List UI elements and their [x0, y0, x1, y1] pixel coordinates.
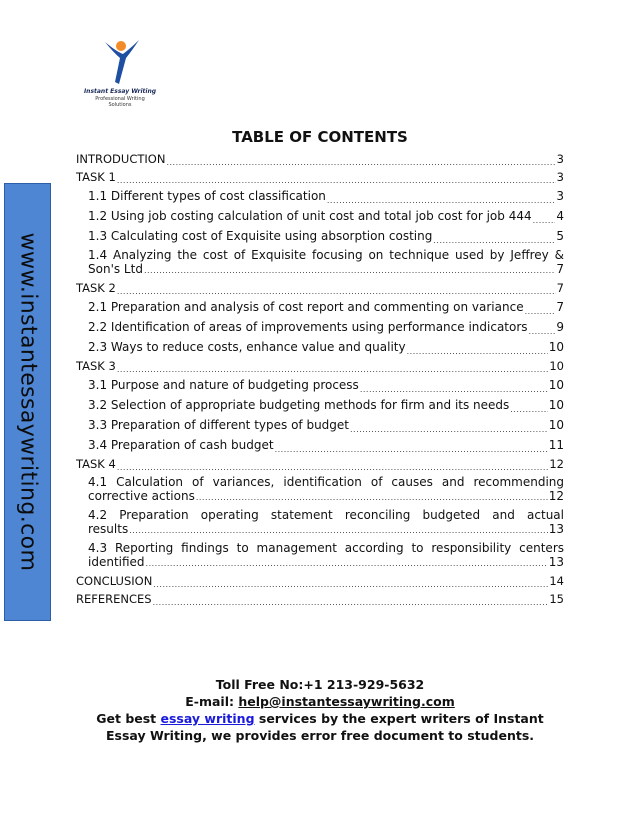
toc-entry-task-3[interactable]: TASK 3 ..... 10 [76, 357, 564, 375]
toc-entry-3-4[interactable]: 3.4 Preparation of cash budget ..... 11 [76, 435, 564, 455]
toc-entry-3-1[interactable]: 3.1 Purpose and nature of budgeting process ..... 10 [76, 375, 564, 395]
toll-free-number: Toll Free No:+1 213-929-5632 [215, 677, 425, 692]
toc-entry-2-2[interactable]: 2.2 Identification of areas of improvements using performance indicators ..... 9 [76, 317, 564, 337]
toc-entry-task-1[interactable]: TASK 1 ..... 3 [76, 168, 564, 186]
toc-entry-4-1[interactable]: 4.1 Calculation of variances, identification of causes and recommending corrective actions ..... 12 [76, 473, 564, 506]
logo [80, 38, 160, 112]
toc-entry-4-3[interactable]: 4.3 Reporting findings to management according to responsibility centers identified ..... 13 [76, 539, 564, 572]
toc-entry-introduction[interactable]: INTRODUCTION ..... 3 [76, 150, 564, 168]
toc-entry-task-2[interactable]: TASK 2 ..... 7 [76, 279, 564, 297]
toc-entry-task-4[interactable]: TASK 4 ..... 12 [76, 455, 564, 473]
promo-line: Get best essay writing services by the expert writers of Instant [96, 711, 544, 726]
toc-entry-2-3[interactable]: 2.3 Ways to reduce costs, enhance value and quality ..... 10 [76, 337, 564, 357]
toc-entry-2-1[interactable]: 2.1 Preparation and analysis of cost report and commenting on variance ..... 7 [76, 297, 564, 317]
website-url[interactable]: www.instantessaywriting.com [15, 232, 40, 572]
toc-entry-references[interactable]: REFERENCES ..... 15 [76, 590, 564, 608]
email-link[interactable]: help@instantessaywriting.com [238, 694, 455, 709]
toc-entry-1-4[interactable]: 1.4 Analyzing the cost of Exquisite focusing on technique used by Jeffrey & Son's Ltd ..... 7 [76, 246, 564, 279]
footer [60, 676, 580, 744]
toc-entry-3-2[interactable]: 3.2 Selection of appropriate budgeting methods for firm and its needs ..... 10 [76, 395, 564, 415]
toc-entry-1-1[interactable]: 1.1 Different types of cost classification ..... 3 [76, 186, 564, 206]
email-line: E-mail: help@instantessaywriting.com [185, 694, 455, 709]
essay-writing-link[interactable]: essay writing [160, 711, 255, 726]
logo-name: Instant Essay Writing [83, 88, 157, 95]
toc-entry-4-2[interactable]: 4.2 Preparation operating statement reconciling budgeted and actual results ..... 13 [76, 506, 564, 539]
toc-entry-1-2[interactable]: 1.2 Using job costing calculation of unit cost and total job cost for job 444 ..... 4 [76, 206, 564, 226]
person-figure-icon [95, 38, 145, 88]
toc-entry-3-3[interactable]: 3.3 Preparation of different types of budget ..... 10 [76, 415, 564, 435]
toc-entry-1-3[interactable]: 1.3 Calculating cost of Exquisite using absorption costing ..... 5 [76, 226, 564, 246]
promo-line-2: Essay Writing, we provides error free document to students. [105, 728, 535, 743]
logo-tagline: Professional Writing Solutions [95, 96, 145, 108]
toc-entry-conclusion[interactable]: CONCLUSION ..... 14 [76, 572, 564, 590]
website-banner[interactable] [4, 183, 51, 621]
toc-title: TABLE OF CONTENTS [232, 128, 408, 146]
table-of-contents [76, 150, 564, 608]
